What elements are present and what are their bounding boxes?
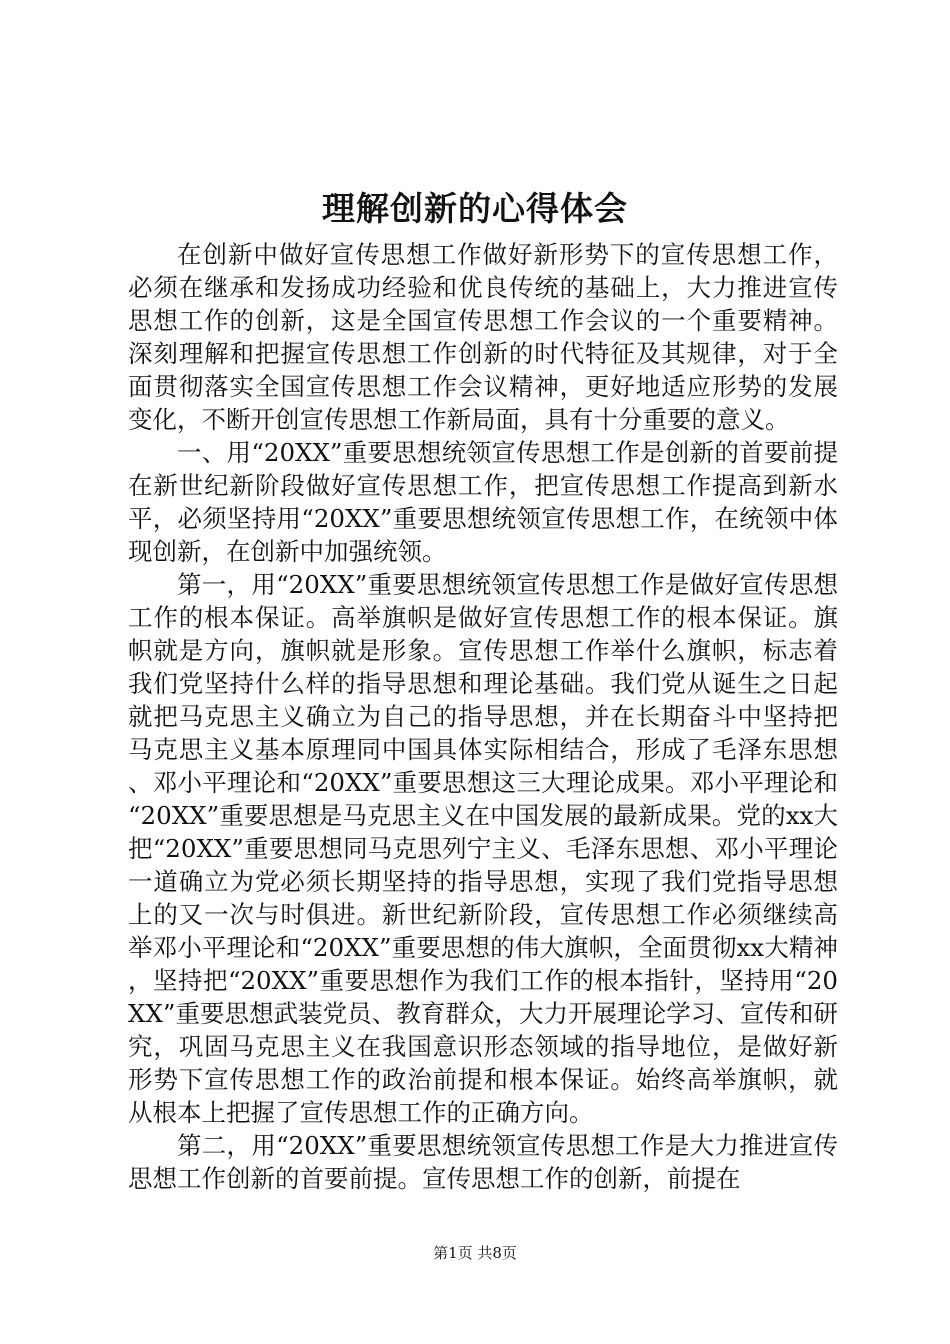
document-title: 理解创新的心得体会 xyxy=(322,189,628,228)
paragraph-intro: 在创新中做好宣传思想工作做好新形势下的宣传思想工作，必须在继承和发扬成功经验和优良传统的基础上，大力推进宣传思想工作的创新，这是全国宣传思想工作会议的一个重要精神。深刻理解和把握宣传思想工作创新的时代特征及其规律，对于全面贯彻落实全国宣传思想工作会议精神，更好地适应形势的发展变化，不断开创宣传思想工作新局面，具有十分重要的意义。 xyxy=(128,240,838,434)
paragraph-section-one: 一、用“20XX”重要思想统领宣传思想工作是创新的首要前提在新世纪新阶段做好宣传思想工作，把宣传思想工作提高到新水平，必须坚持用“20XX”重要思想统领宣传思想工作，在统领中体现创新，在创新中加强统领。 xyxy=(128,438,838,566)
paragraph-point-one: 第一，用“20XX”重要思想统领宣传思想工作是做好宣传思想工作的根本保证。高举旗帜是做好宣传思想工作的根本保证。旗帜就是方向，旗帜就是形象。宣传思想工作举什么旗帜，标志着我们党坚持什么样的指导思想和理论基础。我们党从诞生之日起就把马克思主义确立为自己的指导思想，并在长期奋斗中坚持把马克思主义基本原理同中国具体实际相结合，形成了毛泽东思想、邓小平理论和“20XX”重要思想这三大理论成果。邓小平理论和“20XX”重要思想是马克思主义在中国发展的最新成果。党的xx大把“20XX”重要思想同马克思列宁主义、毛泽东思想、邓小平理论一道确立为党必须长期坚持的指导思想，实现了我们党指导思想上的又一次与时俱进。新世纪新阶段，宣传思想工作必须继续高举邓小平理论和“20XX”重要思想的伟大旗帜，全面贯彻xx大精神，坚持把“20XX”重要思想作为我们工作的根本指针，坚持用“20XX”重要思想武装党员、教育群众，大力开展理论学习、宣传和研究，巩固马克思主义在我国意识形态领域的指导地位，是做好新形势下宣传思想工作的政治前提和根本保证。始终高举旗帜，就从根本上把握了宣传思想工作的正确方向。 xyxy=(128,570,838,1127)
paragraph-point-two: 第二，用“20XX”重要思想统领宣传思想工作是大力推进宣传思想工作创新的首要前提。宣传思想工作的创新，前提在 xyxy=(128,1131,838,1193)
page-footer: 第1页 共8页 xyxy=(433,1244,517,1262)
document-body xyxy=(128,238,838,1195)
